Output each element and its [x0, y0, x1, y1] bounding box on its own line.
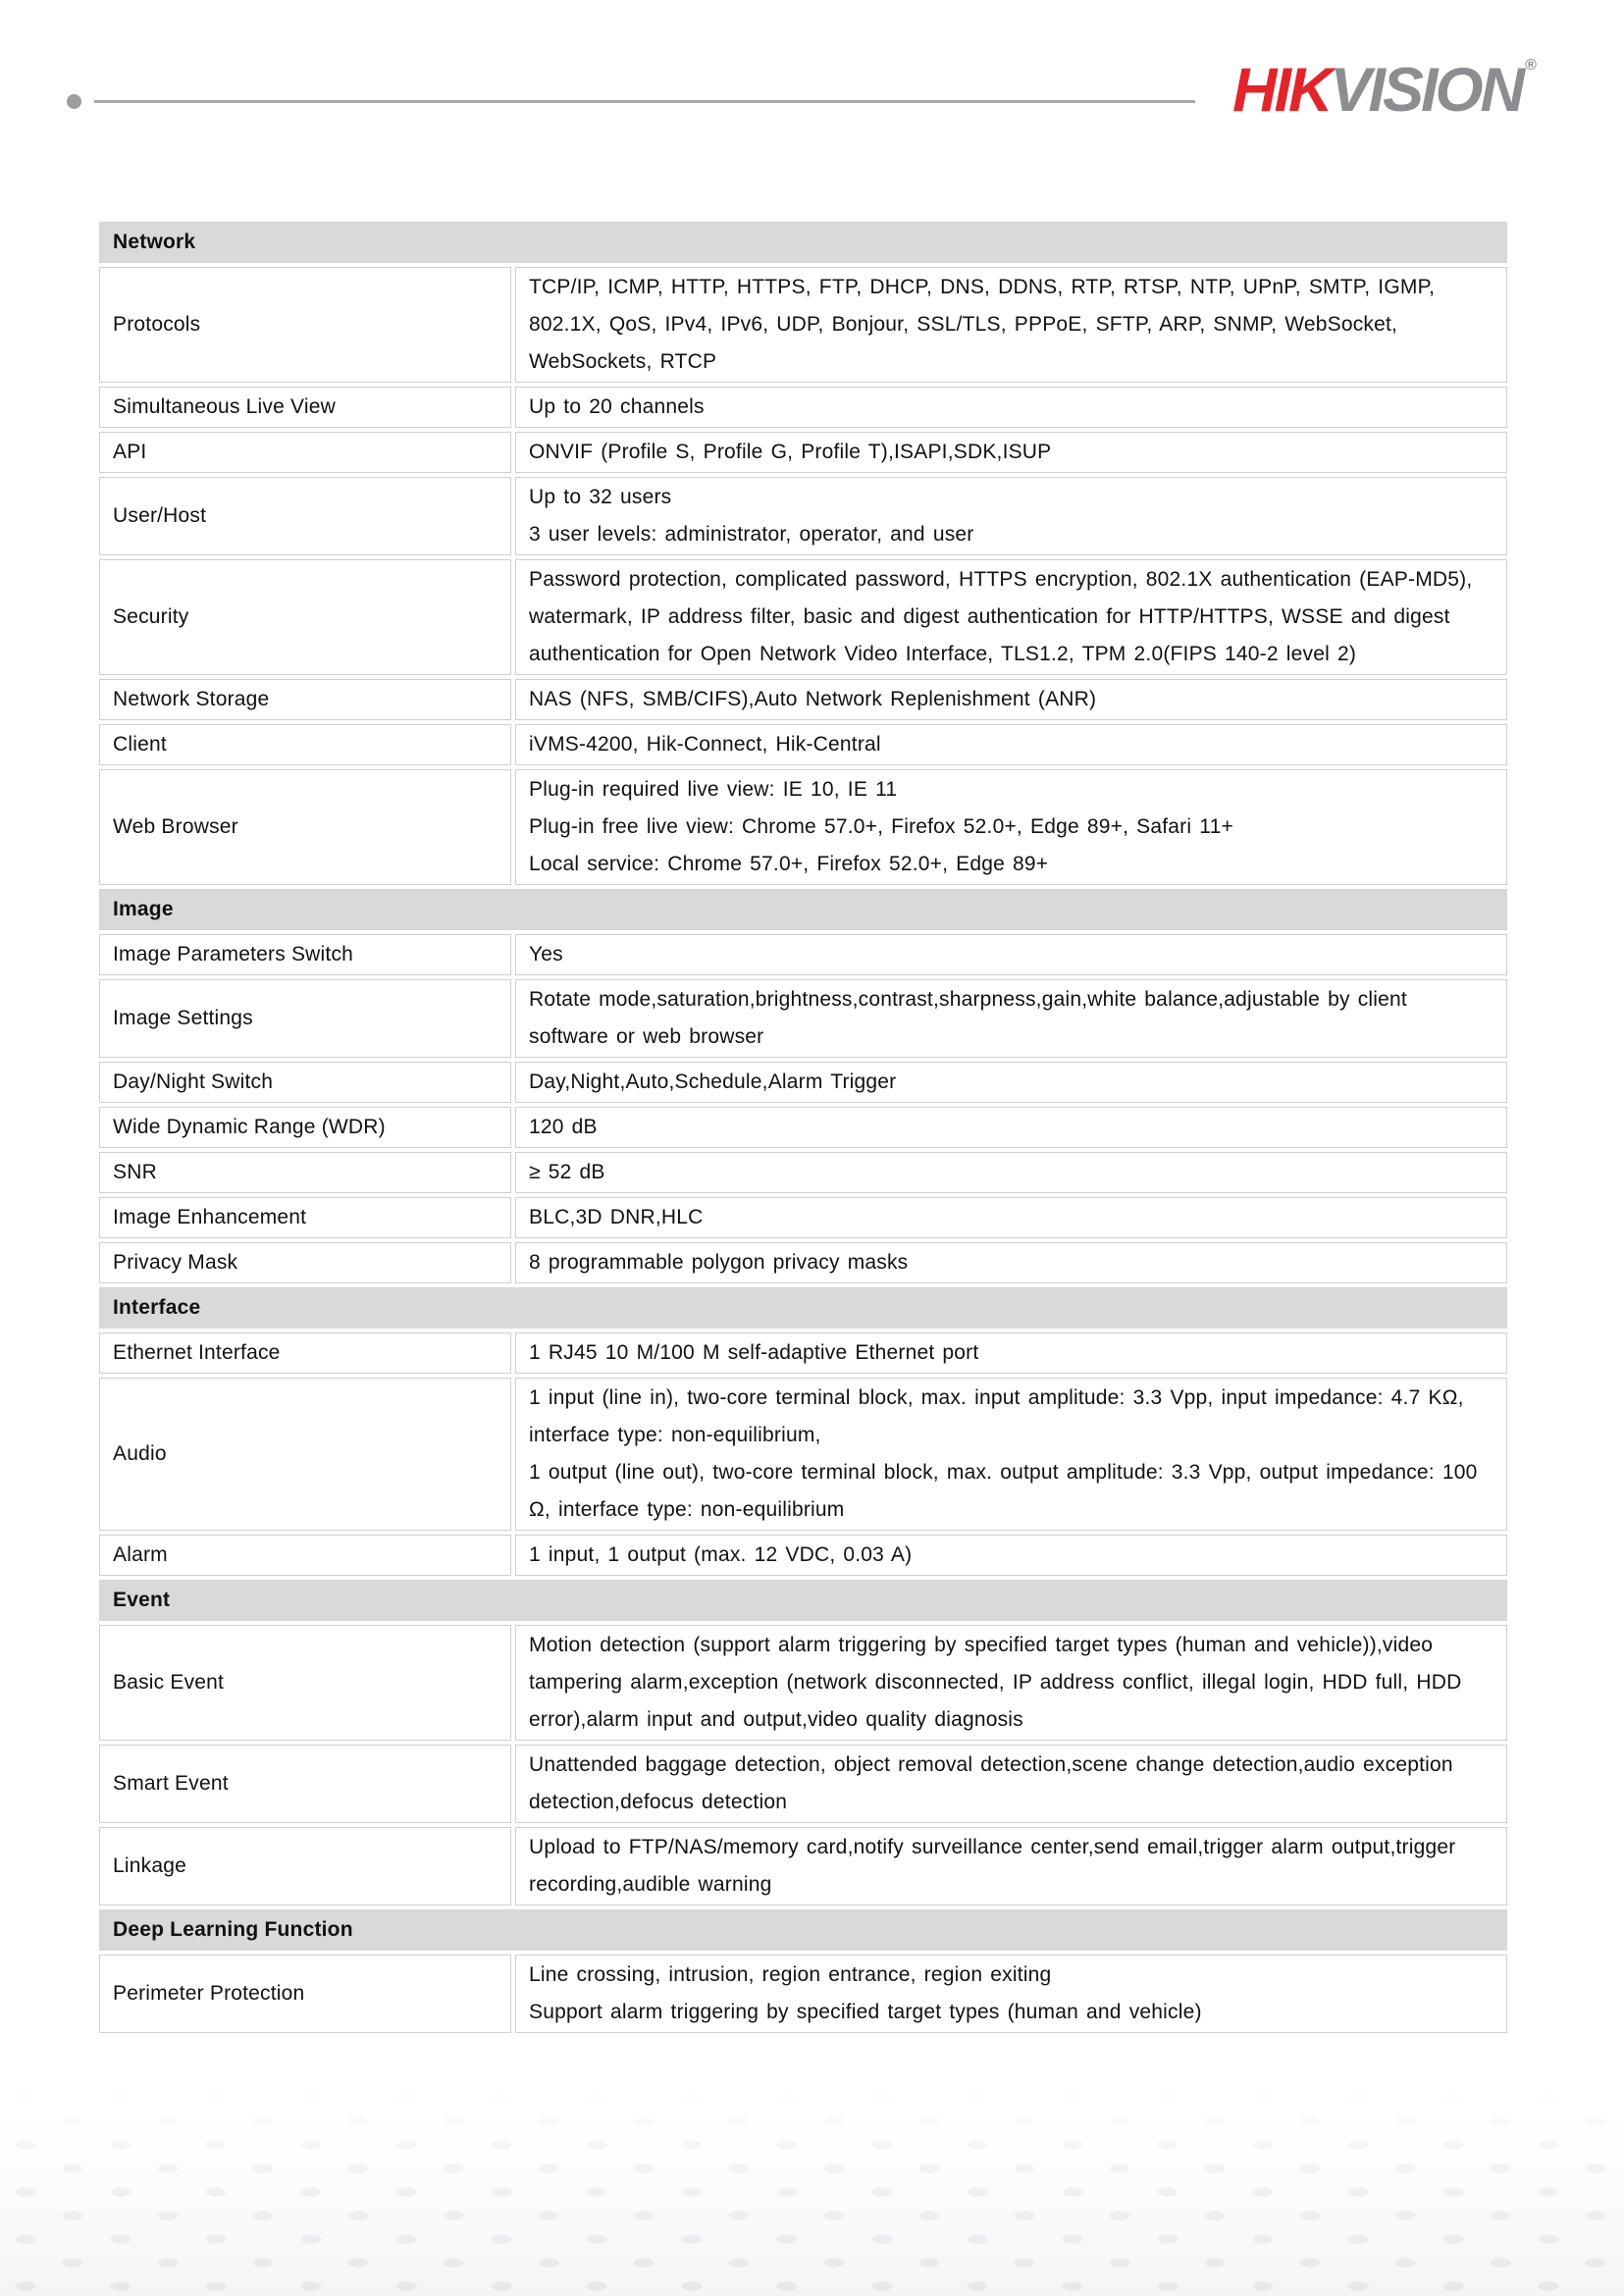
spec-value: ONVIF (Profile S, Profile G, Profile T),ISAPI,SDK,ISUP — [515, 432, 1507, 473]
spec-value: NAS (NFS, SMB/CIFS),Auto Network Replenishment (ANR) — [515, 679, 1507, 720]
specification-table — [95, 218, 1511, 2037]
spec-label: Day/Night Switch — [99, 1062, 511, 1103]
spec-value: ≥ 52 dB — [515, 1152, 1507, 1193]
section-title: Event — [99, 1580, 1507, 1621]
section-header-row — [99, 1287, 1507, 1329]
spec-label: Client — [99, 724, 511, 765]
spec-value-line: 1 output (line out), two-core terminal block, max. output amplitude: 3.3 Vpp, output impedance: 100 Ω, interface type: non-equilibrium — [529, 1461, 1478, 1521]
spec-row — [99, 1107, 1507, 1148]
spec-value-line: Support alarm triggering by specified target types (human and vehicle) — [529, 2001, 1202, 2023]
spec-row — [99, 1062, 1507, 1103]
spec-row — [99, 1625, 1507, 1741]
spec-label: Smart Event — [99, 1745, 511, 1823]
spec-label: API — [99, 432, 511, 473]
section-header-row — [99, 889, 1507, 930]
logo-text-vision: VISION — [1330, 56, 1523, 125]
spec-row — [99, 387, 1507, 428]
spec-label: Basic Event — [99, 1625, 511, 1741]
spec-row — [99, 769, 1507, 885]
spec-row — [99, 1197, 1507, 1238]
spec-label: Perimeter Protection — [99, 1955, 511, 2033]
spec-row — [99, 1242, 1507, 1283]
spec-label: Image Settings — [99, 979, 511, 1058]
spec-value-line: Plug-in required live view: IE 10, IE 11 — [529, 778, 898, 801]
spec-label: SNR — [99, 1152, 511, 1193]
spec-value: Password protection, complicated password, HTTPS encryption, 802.1X authentication (EAP-MD5), watermark, IP address filter, basic and digest authentication for HTTP/HTTPS, WSSE and digest authentication for Open Network Video Interface, TLS1.2, TPM 2.0(FIPS 140-2 level 2) — [515, 559, 1507, 675]
spec-value — [515, 1955, 1507, 2033]
section-title: Network — [99, 222, 1507, 263]
spec-label: Security — [99, 559, 511, 675]
spec-value — [515, 477, 1507, 555]
spec-value-line: Local service: Chrome 57.0+, Firefox 52.0+, Edge 89+ — [529, 853, 1049, 875]
footer-diamond-pattern — [0, 2085, 1624, 2296]
spec-label: Network Storage — [99, 679, 511, 720]
spec-row — [99, 1152, 1507, 1193]
spec-row — [99, 477, 1507, 555]
section-header-row — [99, 1909, 1507, 1951]
spec-value-line: Line crossing, intrusion, region entrance, region exiting — [529, 1963, 1052, 1986]
logo-text-hik: HIK — [1232, 56, 1331, 125]
spec-label: Web Browser — [99, 769, 511, 885]
header-bullet-dot — [67, 94, 81, 109]
spec-value: 1 RJ45 10 M/100 M self-adaptive Ethernet port — [515, 1332, 1507, 1374]
spec-value-line: Plug-in free live view: Chrome 57.0+, Firefox 52.0+, Edge 89+, Safari 11+ — [529, 815, 1233, 838]
spec-row — [99, 1378, 1507, 1531]
section-header-row — [99, 1580, 1507, 1621]
spec-label: Audio — [99, 1378, 511, 1531]
spec-row — [99, 432, 1507, 473]
spec-row — [99, 1332, 1507, 1374]
spec-value: Upload to FTP/NAS/memory card,notify surveillance center,send email,trigger alarm output,trigger recording,audible warning — [515, 1827, 1507, 1905]
spec-label: Privacy Mask — [99, 1242, 511, 1283]
spec-row — [99, 1745, 1507, 1823]
spec-label: Ethernet Interface — [99, 1332, 511, 1374]
spec-row — [99, 1827, 1507, 1905]
spec-label: Protocols — [99, 267, 511, 383]
spec-value-line: Up to 32 users — [529, 486, 672, 508]
spec-value: iVMS-4200, Hik-Connect, Hik-Central — [515, 724, 1507, 765]
spec-value-line: 3 user levels: administrator, operator, and user — [529, 523, 974, 546]
spec-value: Motion detection (support alarm triggering by specified target types (human and vehicle)),video tampering alarm,exception (network disconnected, IP address conflict, illegal login, HDD full, HDD error),alarm input and output,video quality diagnosis — [515, 1625, 1507, 1741]
spec-value: Rotate mode,saturation,brightness,contrast,sharpness,gain,white balance,adjustable by client software or web browser — [515, 979, 1507, 1058]
spec-label: Linkage — [99, 1827, 511, 1905]
spec-value: 120 dB — [515, 1107, 1507, 1148]
spec-label: Wide Dynamic Range (WDR) — [99, 1107, 511, 1148]
spec-label: Image Enhancement — [99, 1197, 511, 1238]
spec-value: Unattended baggage detection, object removal detection,scene change detection,audio exception detection,defocus detection — [515, 1745, 1507, 1823]
section-title: Image — [99, 889, 1507, 930]
spec-label: User/Host — [99, 477, 511, 555]
spec-row — [99, 679, 1507, 720]
spec-value: BLC,3D DNR,HLC — [515, 1197, 1507, 1238]
section-title: Deep Learning Function — [99, 1909, 1507, 1951]
spec-value: Up to 20 channels — [515, 387, 1507, 428]
spec-row — [99, 934, 1507, 975]
registered-trademark-icon: ® — [1525, 57, 1537, 74]
spec-label: Image Parameters Switch — [99, 934, 511, 975]
spec-row — [99, 724, 1507, 765]
spec-row — [99, 1535, 1507, 1576]
spec-value: Day,Night,Auto,Schedule,Alarm Trigger — [515, 1062, 1507, 1103]
spec-value — [515, 769, 1507, 885]
spec-value: 8 programmable polygon privacy masks — [515, 1242, 1507, 1283]
header-divider-line — [94, 100, 1195, 103]
section-header-row — [99, 222, 1507, 263]
spec-label: Alarm — [99, 1535, 511, 1576]
spec-row — [99, 559, 1507, 675]
spec-row — [99, 1955, 1507, 2033]
spec-row — [99, 267, 1507, 383]
spec-value-line: 1 input (line in), two-core terminal block, max. input amplitude: 3.3 Vpp, input impedance: 4.7 KΩ, interface type: non-equilibrium, — [529, 1386, 1464, 1446]
spec-value — [515, 1378, 1507, 1531]
hikvision-logo — [1232, 55, 1537, 126]
spec-value: 1 input, 1 output (max. 12 VDC, 0.03 A) — [515, 1535, 1507, 1576]
spec-value: Yes — [515, 934, 1507, 975]
spec-label: Simultaneous Live View — [99, 387, 511, 428]
spec-value: TCP/IP, ICMP, HTTP, HTTPS, FTP, DHCP, DNS, DDNS, RTP, RTSP, NTP, UPnP, SMTP, IGMP, 802.1X, QoS, IPv4, IPv6, UDP, Bonjour, SSL/TLS, PPPoE, SFTP, ARP, SNMP, WebSocket, WebSockets, RTCP — [515, 267, 1507, 383]
section-title: Interface — [99, 1287, 1507, 1329]
spec-row — [99, 979, 1507, 1058]
